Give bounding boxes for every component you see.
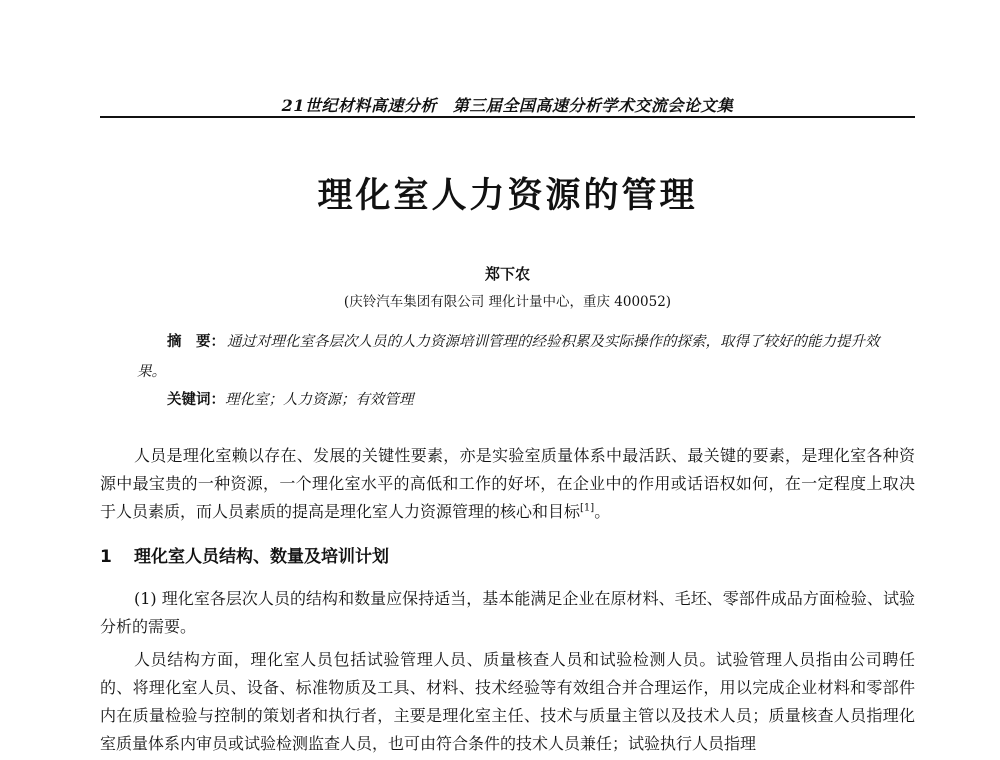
intro-text: 人员是理化室赖以存在、发展的关键性要素，亦是实验室质量体系中最活跃、最关键的要素，是理化室各种资源中最宝贵的一种资源，一个理化室水平的高低和工作的好坏，在企业中的作用或话语权如何，在一定程度上取决于人员素质，而人员素质的提高是理化室人力资源管理的核心和目标 (100, 446, 915, 521)
author-affiliation: (庆铃汽车集团有限公司 理化计量中心，重庆 400052) (343, 294, 672, 310)
running-header-right: 第三届全国高速分析学术交流会论文集 (452, 96, 734, 115)
running-header (100, 93, 915, 116)
keywords-label: 关键词： (167, 392, 225, 408)
keywords (167, 388, 897, 409)
section-title: 理化室人员结构、数量及培训计划 (134, 547, 389, 567)
section-heading (100, 542, 915, 567)
intro-end: 。 (594, 502, 611, 521)
abstract-label: 摘 要： (167, 334, 225, 350)
body-paragraph-2: 人员结构方面，理化室人员包括试验管理人员、质量核查人员和试验检测人员。试验管理人员指由公司聘任的、将理化室人员、设备、标准物质及工具、材料、技术经验等有效组合并合理运作，用以完成企业材料和零部件内在质量检验与控制的策划者和执行者，主要是理化室主任、技术与质量主管以及技术人员；质量核查人员指理化室质量体系内审员或试验检测监查人员，也可由符合条件的技术人员兼任；试验执行人员指理 (100, 650, 915, 753)
running-header-left: 21世纪材料高速分析 (281, 96, 437, 115)
header-rule (100, 116, 915, 118)
citation-ref[interactable]: [1] (580, 502, 595, 514)
intro-paragraph (100, 442, 915, 526)
keywords-text: 理化室；人力资源；有效管理 (225, 392, 414, 408)
paper-title: 理化室人力资源的管理 (317, 176, 698, 216)
abstract (137, 327, 897, 387)
body-paragraph-1: (1) 理化室各层次人员的结构和数量应保持适当，基本能满足企业在原材料、毛坯、零部件成品方面检验、试验分析的需要。 (100, 589, 915, 636)
author-name: 郑下农 (484, 265, 530, 283)
section-number: 1 (100, 547, 112, 567)
abstract-text: 通过对理化室各层次人员的人力资源培训管理的经验积累及实际操作的探索，取得了较好的能力提升效果。 (137, 334, 880, 380)
